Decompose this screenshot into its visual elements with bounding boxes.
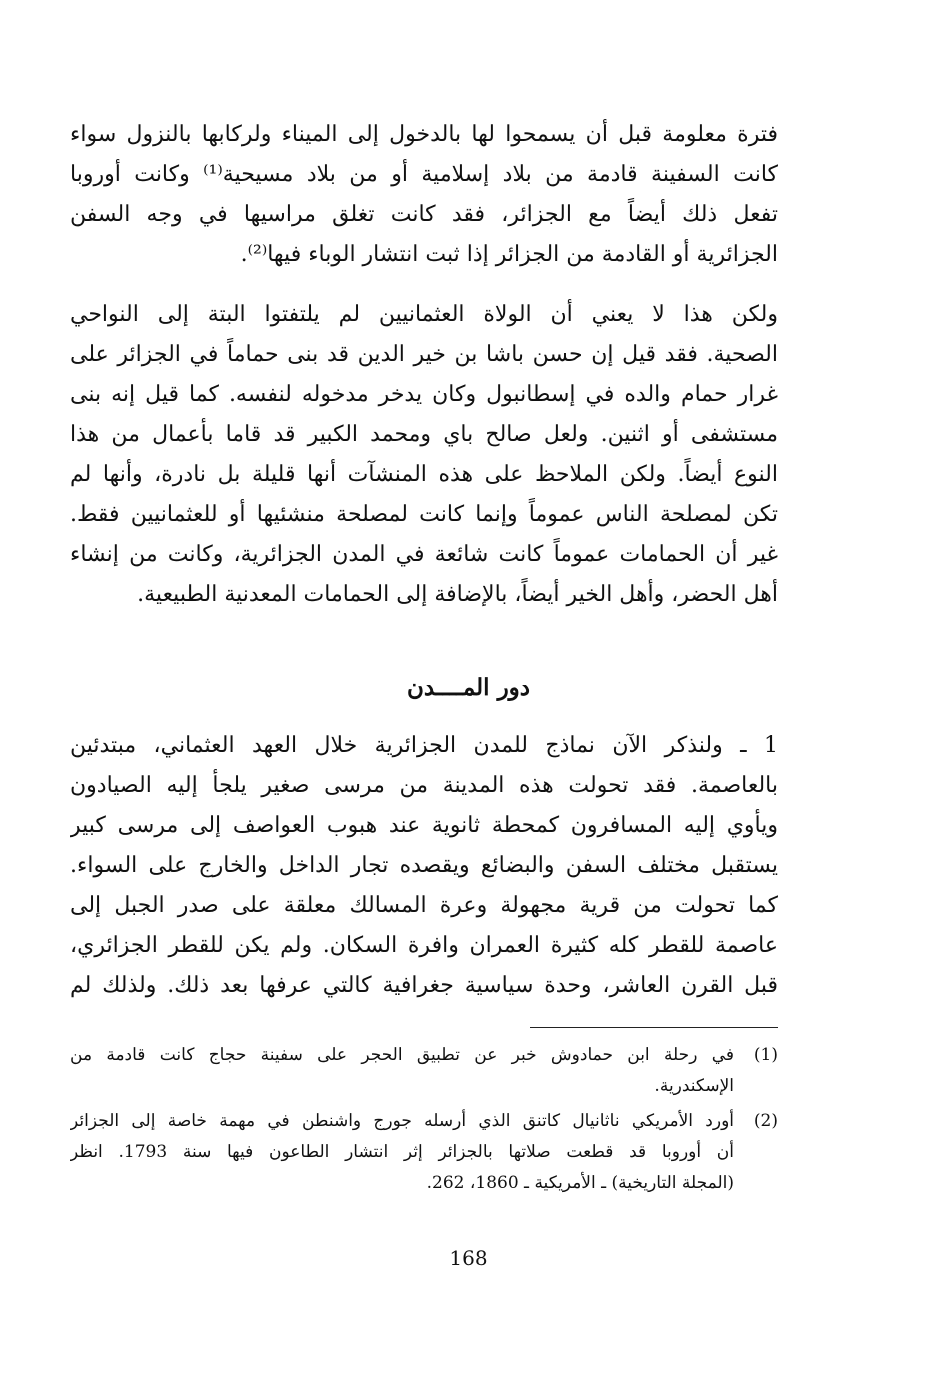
text-line: يستقبل مختلف السفن والبضائع ويقصده تجار الداخل والخارج على السواء. — [70, 853, 778, 878]
text-line: تكن لمصلحة الناس عموماً وإنما كانت لمصلحة منشئيها أو للعثمانيين فقط. — [70, 502, 778, 527]
paragraph-health — [70, 295, 778, 615]
footnote-number: (1) — [753, 1045, 778, 1065]
text-line: كما تحولت من قرية مجهولة وعرة المسالك معلقة على صدر الجبل إلى — [70, 893, 778, 918]
footnotes — [70, 1040, 778, 1203]
paragraph-quarantine — [70, 115, 778, 275]
footnote-line: في رحلة ابن حمادوش خبر عن تطبيق الحجر على سفينة حجاج كانت قادمة من — [70, 1045, 734, 1065]
footnote-line: أن أوروبا قد قطعت صلاتها بالجزائر إثر انتشار الطاعون فيها سنة 1793. انظر — [70, 1142, 734, 1162]
page-number: 168 — [449, 1246, 488, 1270]
footnote-line: (المجلة التاريخية) ـ الأمريكية ـ 1860، 262. — [426, 1173, 734, 1193]
text-line: ويأوي إليه المسافرون كمحطة ثانوية عند هبوب العواصف إلى مرسى كبير — [70, 813, 778, 838]
text-line: فترة معلومة قبل أن يسمحوا لها بالدخول إلى الميناء ولركابها بالنزول سواء — [70, 122, 778, 147]
text-line: غرار حمام والده في إسطانبول وكان يدخر مدخوله لنفسه. كما قيل إنه بنى — [70, 382, 778, 407]
footnote-line: أورد الأمريكي ناثانيال كاتنق الذي أرسله جورج واشنطن في مهمة خاصة إلى الجزائر — [70, 1111, 734, 1131]
text-line: مستشفى أو اثنين. ولعل صالح باي ومحمد الكبير قد قاما بأعمال من هذا — [70, 422, 778, 447]
section-heading: دور المــــدن — [406, 674, 531, 701]
text-line: غير أن الحمامات عموماً كانت شائعة في المدن الجزائرية، وكانت من إنشاء — [70, 542, 778, 567]
text-line: النوع أيضاً. ولكن الملاحظ على هذه المنشآت أنها قليلة بل نادرة، وأنها لم — [70, 462, 778, 487]
text-line: الجزائرية أو القادمة من الجزائر إذا ثبت انتشار الوباء فيها⁽²⁾. — [240, 242, 778, 267]
footnote-text — [70, 1106, 734, 1199]
text-line: عاصمة للقطر كله كثيرة العمران وافرة السكان. ولم يكن للقطر الجزائري، — [70, 933, 778, 958]
text-line: أهل الحضر، وأهل الخير أيضاً، بالإضافة إلى الحمامات المعدنية الطبيعية. — [137, 582, 778, 607]
paragraph-cities — [70, 726, 778, 1006]
footnote-2 — [70, 1106, 778, 1199]
footnote-1 — [70, 1040, 778, 1102]
footnote-divider — [530, 1027, 778, 1028]
text-line: قبل القرن العاشر، وحدة سياسية جغرافية كالتي عرفها بعد ذلك. ولذلك لم — [70, 973, 778, 998]
text-line: ولكن هذا لا يعني أن الولاة العثمانيين لم يلتفتوا البتة إلى النواحي — [70, 302, 778, 327]
text-line: الصحية. فقد قيل إن حسن باشا بن خير الدين قد بنى حماماً في الجزائر على — [70, 342, 778, 367]
footnote-text — [70, 1040, 734, 1102]
text-line: كانت السفينة قادمة من بلاد إسلامية أو من بلاد مسيحية⁽¹⁾ وكانت أوروبا — [70, 162, 778, 187]
footnote-line: الإسكندرية. — [654, 1076, 734, 1096]
text-line: 1 ـ ولنذكر الآن نماذج للمدن الجزائرية خلال العهد العثماني، مبتدئين — [70, 733, 778, 758]
footnote-number: (2) — [753, 1111, 778, 1131]
text-line: تفعل ذلك أيضاً مع الجزائر، فقد كانت تغلق مراسيها في وجه السفن — [70, 202, 778, 227]
text-line: بالعاصمة. فقد تحولت هذه المدينة من مرسى صغير يلجأ إليه الصيادون — [70, 773, 778, 798]
